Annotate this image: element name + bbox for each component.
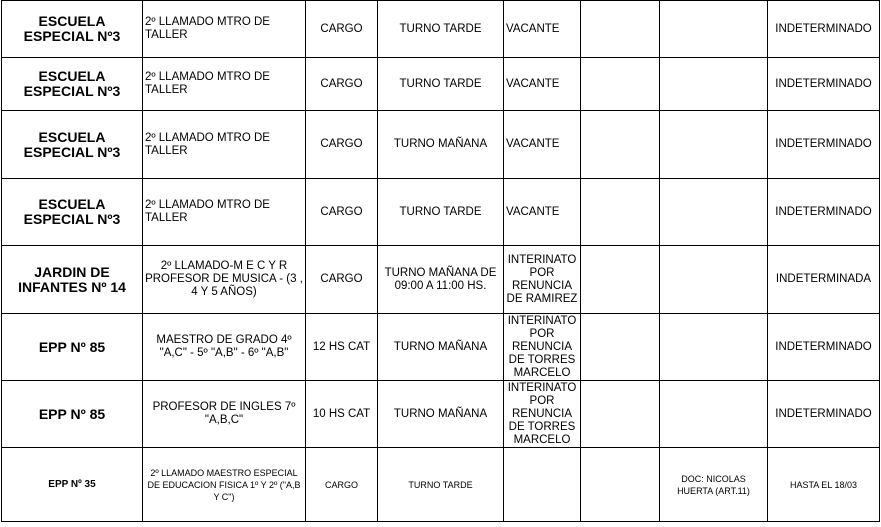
shift-cell: TURNO TARDE bbox=[378, 448, 504, 522]
table-row bbox=[2, 111, 880, 179]
table-row bbox=[2, 246, 880, 314]
shift-cell: TURNO TARDE bbox=[378, 1, 504, 58]
call-cell: 2º LLAMADO MTRO DE TALLER bbox=[143, 179, 306, 246]
status-cell: INTERINATO POR RENUNCIA DE RAMIREZ bbox=[504, 246, 581, 314]
type-cell: CARGO bbox=[306, 448, 378, 522]
call-cell: 2º LLAMADO MAESTRO ESPECIAL DE EDUCACION FISICA 1º Y 2º ("A,B Y C") bbox=[143, 448, 306, 522]
empty-cell bbox=[581, 381, 660, 448]
notes-cell: DOC: NICOLAS HUERTA (ART.11) bbox=[660, 448, 768, 522]
table-row bbox=[2, 314, 880, 381]
duration-cell: INDETERMINADO bbox=[768, 179, 880, 246]
notes-cell bbox=[660, 58, 768, 111]
school-cell: ESCUELA ESPECIAL Nº3 bbox=[2, 58, 143, 111]
notes-cell bbox=[660, 381, 768, 448]
status-cell: INTERINATO POR RENUNCIA DE TORRES MARCELO bbox=[504, 314, 581, 381]
school-cell: ESCUELA ESPECIAL Nº3 bbox=[2, 111, 143, 179]
call-cell: 2º LLAMADO-M E C Y R PROFESOR DE MUSICA - (3 , 4 Y 5 AÑOS) bbox=[143, 246, 306, 314]
status-cell: VACANTE bbox=[504, 111, 581, 179]
table-row bbox=[2, 448, 880, 522]
empty-cell bbox=[581, 1, 660, 58]
call-cell: 2º LLAMADO MTRO DE TALLER bbox=[143, 58, 306, 111]
type-cell: CARGO bbox=[306, 246, 378, 314]
empty-cell bbox=[581, 448, 660, 522]
status-cell: VACANTE bbox=[504, 179, 581, 246]
shift-cell: TURNO TARDE bbox=[378, 58, 504, 111]
school-cell: EPP Nº 35 bbox=[2, 448, 143, 522]
shift-cell: TURNO MAÑANA DE 09:00 A 11:00 HS. bbox=[378, 246, 504, 314]
call-cell: PROFESOR DE INGLES 7º "A,B,C" bbox=[143, 381, 306, 448]
school-cell: JARDIN DE INFANTES Nº 14 bbox=[2, 246, 143, 314]
status-cell bbox=[504, 448, 581, 522]
empty-cell bbox=[581, 58, 660, 111]
table-row bbox=[2, 58, 880, 111]
call-cell: MAESTRO DE GRADO 4º "A,C" - 5º "A,B" - 6º "A,B" bbox=[143, 314, 306, 381]
shift-cell: TURNO MAÑANA bbox=[378, 111, 504, 179]
duration-cell: INDETERMINADO bbox=[768, 381, 880, 448]
duration-cell: INDETERMINADA bbox=[768, 246, 880, 314]
school-cell: ESCUELA ESPECIAL Nº3 bbox=[2, 179, 143, 246]
duration-cell: INDETERMINADO bbox=[768, 111, 880, 179]
duration-cell: INDETERMINADO bbox=[768, 58, 880, 111]
status-cell: VACANTE bbox=[504, 1, 581, 58]
table-row bbox=[2, 179, 880, 246]
type-cell: CARGO bbox=[306, 58, 378, 111]
table-row bbox=[2, 1, 880, 58]
shift-cell: TURNO MAÑANA bbox=[378, 381, 504, 448]
call-cell: 2º LLAMADO MTRO DE TALLER bbox=[143, 1, 306, 58]
shift-cell: TURNO TARDE bbox=[378, 179, 504, 246]
duration-cell: INDETERMINADO bbox=[768, 1, 880, 58]
empty-cell bbox=[581, 314, 660, 381]
empty-cell bbox=[581, 246, 660, 314]
type-cell: CARGO bbox=[306, 111, 378, 179]
notes-cell bbox=[660, 1, 768, 58]
call-cell: 2º LLAMADO MTRO DE TALLER bbox=[143, 111, 306, 179]
empty-cell bbox=[581, 111, 660, 179]
school-cell: EPP Nº 85 bbox=[2, 381, 143, 448]
type-cell: CARGO bbox=[306, 1, 378, 58]
table-row bbox=[2, 381, 880, 448]
status-cell: VACANTE bbox=[504, 58, 581, 111]
school-cell: ESCUELA ESPECIAL Nº3 bbox=[2, 1, 143, 58]
duration-cell: INDETERMINADO bbox=[768, 314, 880, 381]
shift-cell: TURNO MAÑANA bbox=[378, 314, 504, 381]
status-cell: INTERINATO POR RENUNCIA DE TORRES MARCELO bbox=[504, 381, 581, 448]
notes-cell bbox=[660, 111, 768, 179]
type-cell: 10 HS CAT bbox=[306, 381, 378, 448]
school-cell: EPP Nº 85 bbox=[2, 314, 143, 381]
duration-cell: HASTA EL 18/03 bbox=[768, 448, 880, 522]
type-cell: 12 HS CAT bbox=[306, 314, 378, 381]
notes-cell bbox=[660, 314, 768, 381]
empty-cell bbox=[581, 179, 660, 246]
notes-cell bbox=[660, 246, 768, 314]
vacancy-table bbox=[1, 0, 880, 522]
type-cell: CARGO bbox=[306, 179, 378, 246]
notes-cell bbox=[660, 179, 768, 246]
